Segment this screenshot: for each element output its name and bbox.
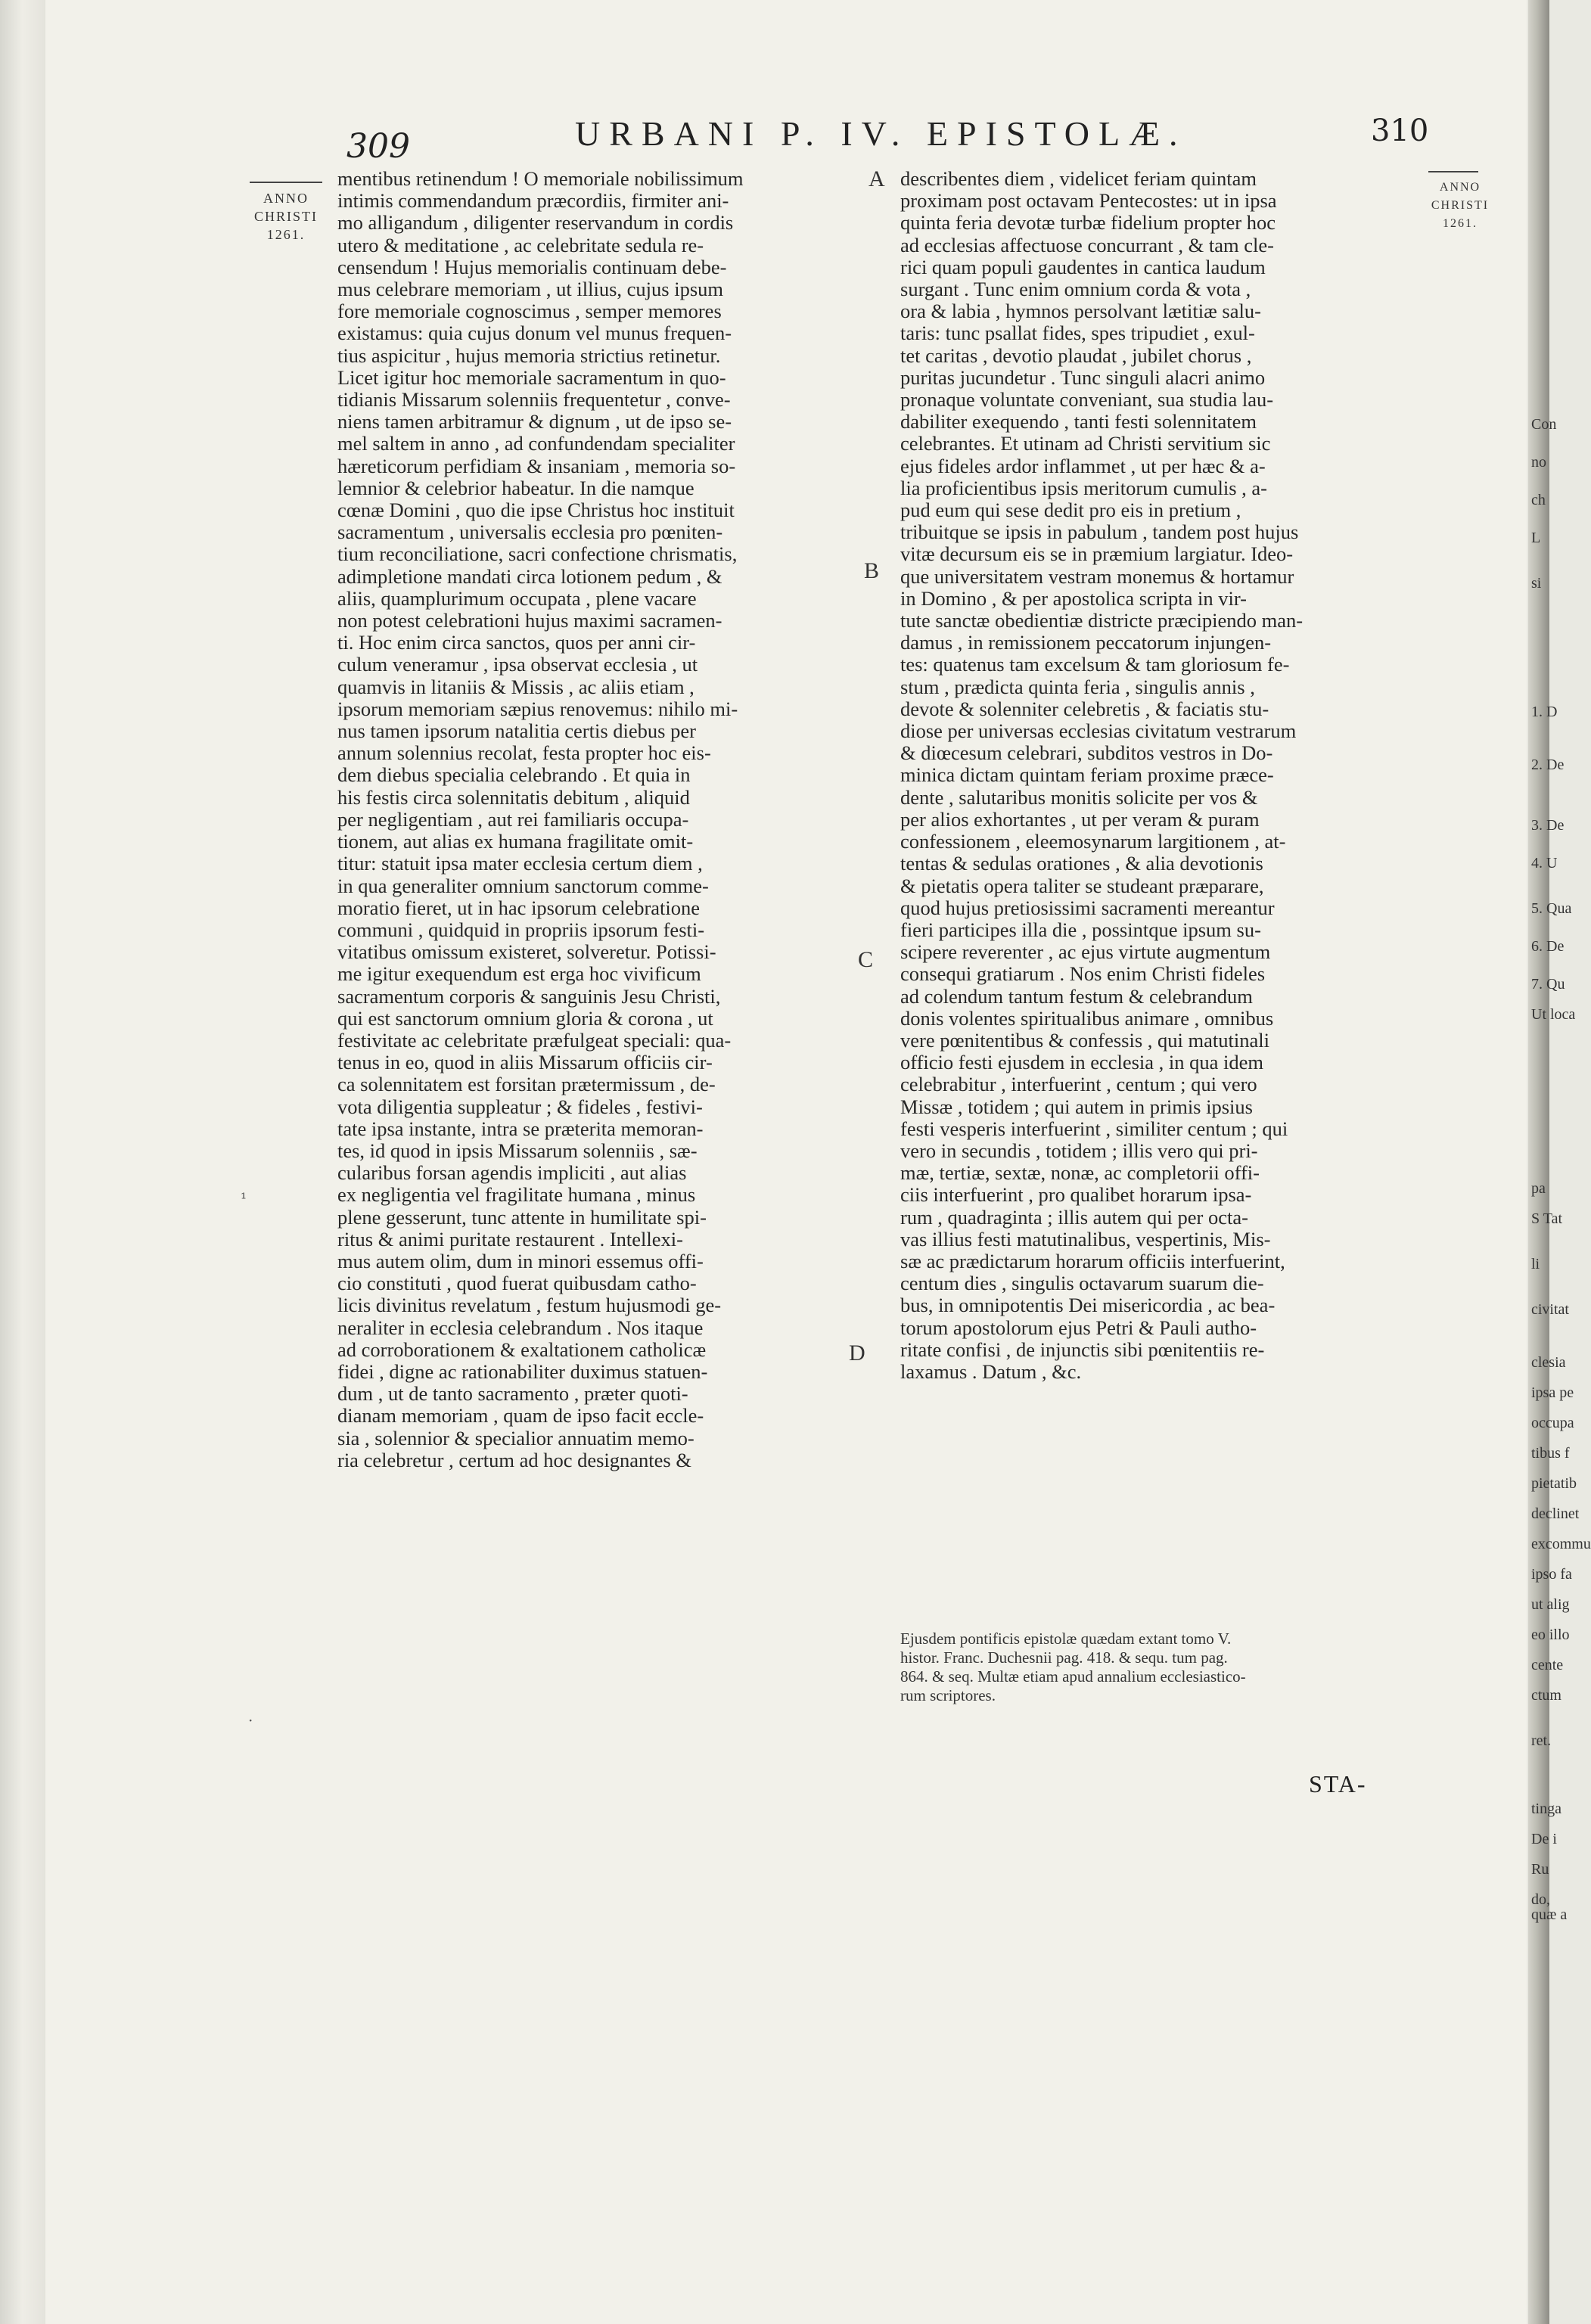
text-line: tius aspicitur , hujus memoria strictius retinetur. bbox=[337, 343, 721, 367]
right-margin-note bbox=[1422, 179, 1498, 233]
margin-note-line: ANNO bbox=[263, 191, 309, 206]
text-line: sia , solennior & specialior annuatim memo- bbox=[337, 1426, 695, 1449]
next-page-fragment: si bbox=[1531, 575, 1542, 592]
text-line: rum , quadraginta ; illis autem qui per octa- bbox=[900, 1205, 1248, 1229]
text-line: his festis circa solennitatis debitum , aliquid bbox=[337, 785, 690, 809]
next-page-fragment: 4. U bbox=[1531, 855, 1558, 872]
next-page-fragment: 6. De bbox=[1531, 938, 1565, 955]
text-line: per alios exhortantes , ut per veram & puram bbox=[900, 807, 1260, 831]
text-line: existamus: quia cujus donum vel munus frequen- bbox=[337, 322, 732, 345]
next-page-fragment: excommu bbox=[1531, 1536, 1591, 1552]
text-line: adimpletione mandati circa lotionem pedum , & bbox=[337, 564, 722, 588]
text-line: mus autem olim, dum in minori essemus offi- bbox=[337, 1249, 704, 1272]
text-line: tet caritas , devotio plaudat , jubilet chorus , bbox=[900, 343, 1252, 367]
text-line: rici quam populi gaudentes in cantica laudum bbox=[900, 255, 1266, 278]
next-page-fragment: ctum bbox=[1531, 1687, 1561, 1704]
text-line: sacramentum corporis & sanguinis Jesu Christi, bbox=[337, 984, 721, 1008]
left-margin-note bbox=[241, 189, 331, 244]
text-line: ritate confisi , de injunctis sibi pœnitentiis re- bbox=[900, 1338, 1265, 1361]
next-page-fragment: 2. De bbox=[1531, 757, 1565, 773]
page-header bbox=[0, 113, 1549, 166]
next-page-fragment: clesia bbox=[1531, 1354, 1566, 1371]
text-line: sæ ac prædictarum horarum officiis interfuerint, bbox=[900, 1249, 1285, 1272]
text-line: celebrabitur , interfuerint , centum ; qui vero bbox=[900, 1073, 1257, 1096]
text-line: ti. Hoc enim circa sanctos, quos per anni cir- bbox=[337, 631, 696, 654]
text-line: ad corroborationem & exaltationem catholicæ bbox=[337, 1338, 707, 1361]
text-line: aliis, quamplurimum occupata , plene vacare bbox=[337, 586, 697, 610]
text-line: minica dictam quintam feriam proxime præce- bbox=[900, 763, 1274, 787]
text-line: cularibus forsan agendis impliciti , aut alias bbox=[337, 1161, 687, 1185]
text-line: mus celebrare memoriam , ut illius, cujus ipsum bbox=[337, 278, 724, 301]
left-page-gutter bbox=[0, 0, 45, 2324]
text-line: non potest celebrationi hujus maximi sacramen- bbox=[337, 609, 722, 632]
text-line: annum solennius recolat, festa propter hoc eis- bbox=[337, 741, 711, 765]
text-line: communi , quidquid in propriis ipsorum festi- bbox=[337, 918, 705, 941]
text-line: tribuitque se ipsis in pabulum , tandem post hujus bbox=[900, 520, 1299, 544]
margin-note-line: 1261. bbox=[266, 227, 306, 242]
text-line: diose per universas ecclesias civitatum vestrarum bbox=[900, 719, 1297, 743]
text-line: mentibus retinendum ! O memoriale nobilissimum bbox=[337, 167, 744, 190]
text-line: quod hujus pretiosissimi sacramenti mereantur bbox=[900, 896, 1275, 919]
text-line: ejus fideles ardor inflammet , ut per hæc & a- bbox=[900, 454, 1266, 477]
text-line: dianam memoriam , quam de ipso facit eccle- bbox=[337, 1404, 704, 1428]
text-line: festi vesperis interfuerint , similiter centum ; qui bbox=[900, 1117, 1288, 1140]
margin-note-line: CHRISTI bbox=[1431, 199, 1490, 212]
text-line: taris: tunc psallat fides, spes tripudiet , exul- bbox=[900, 322, 1255, 345]
margin-note-line: ANNO bbox=[1439, 181, 1481, 194]
next-page-fragment: pietatib bbox=[1531, 1475, 1577, 1492]
text-line: ritus & animi puritate restaurent . Intellexi- bbox=[337, 1227, 683, 1251]
next-page-fragment: ipso fa bbox=[1531, 1566, 1572, 1583]
text-line: ex negligentia vel fragilitate humana , minus bbox=[337, 1183, 696, 1207]
text-line: utero & meditatione , ac celebritate sedula re- bbox=[337, 233, 704, 256]
text-line: tes: quatenus tam excelsum & tam gloriosum fe- bbox=[900, 653, 1290, 676]
text-line: scipere reverenter , ac ejus virtute augmentum bbox=[900, 940, 1271, 964]
text-line: vere pœnitentibus & confessis , qui matutinali bbox=[900, 1028, 1269, 1052]
next-page-fragment: S Tat bbox=[1531, 1210, 1563, 1227]
text-line: officio festi ejusdem in ecclesia , in qua idem bbox=[900, 1051, 1264, 1074]
text-line: donis volentes spiritualibus animare , omnibus bbox=[900, 1006, 1274, 1030]
text-line: 864. & seq. Multæ etiam apud annalium ecclesiastico- bbox=[900, 1667, 1246, 1686]
text-line: devote & solenniter celebretis , & faciatis stu- bbox=[900, 697, 1269, 720]
text-line: vero in secundis , totidem ; illis vero qui pri- bbox=[900, 1139, 1258, 1162]
text-line: tentas & sedulas orationes , & alia devotionis bbox=[900, 852, 1263, 875]
next-page-fragment: do, bbox=[1531, 1891, 1550, 1908]
next-page-fragment: occupa bbox=[1531, 1415, 1574, 1431]
text-line: dem diebus specialia celebrando . Et quia in bbox=[337, 763, 691, 787]
next-page-edge bbox=[1531, 0, 1591, 2324]
margin-note-line: CHRISTI bbox=[253, 209, 318, 224]
text-line: intimis commendandum præcordiis, firmiter ani- bbox=[337, 189, 729, 213]
text-line: niens tamen arbitramur & dignum , ut de ipso se- bbox=[337, 410, 732, 433]
text-line: censendum ! Hujus memorialis continuam debe- bbox=[337, 255, 727, 278]
text-line: in Domino , & per apostolica scripta in vir- bbox=[900, 586, 1247, 610]
text-line: surgant . Tunc enim omnium corda & vota , bbox=[900, 278, 1251, 301]
text-line: dente , salutaribus monitis solicite per vos & bbox=[900, 785, 1258, 809]
text-line: celebrantes. Et utinam ad Christi servitium sic bbox=[900, 432, 1271, 455]
text-line: dabiliter exequendo , tanti festi solennitatem bbox=[900, 410, 1257, 433]
next-page-fragment: Con bbox=[1531, 416, 1557, 433]
text-line: que universitatem vestram monemus & hortamur bbox=[900, 564, 1294, 588]
text-line: fieri participes illa die , possintque ipsum su- bbox=[900, 918, 1261, 941]
next-page-fragment: li bbox=[1531, 1256, 1540, 1272]
text-line: ria celebretur , certum ad hoc designantes & bbox=[337, 1448, 691, 1471]
section-marker-b: B bbox=[864, 558, 880, 583]
next-page-fragment: tinga bbox=[1531, 1800, 1561, 1817]
text-line: quamvis in litaniis & Missis , ac aliis etiam , bbox=[337, 675, 695, 698]
text-line: neraliter in ecclesia celebrandum . Nos itaque bbox=[337, 1316, 704, 1339]
text-line: vota diligentia suppleatur ; & fideles , festivi- bbox=[337, 1095, 703, 1118]
left-margin-rule bbox=[250, 182, 322, 183]
text-line: pronaque voluntate conveniant, sua studia lau- bbox=[900, 388, 1274, 412]
text-line: sacramentum , universalis ecclesia pro pœniten- bbox=[337, 520, 723, 544]
text-line: licis divinitus revelatum , festum hujusmodi ge- bbox=[337, 1294, 722, 1317]
text-line: per negligentiam , aut rei familiaris occupa- bbox=[337, 807, 689, 831]
next-page-fragment: cente bbox=[1531, 1657, 1564, 1673]
text-line: nus tamen ipsorum natalitia certis diebus per bbox=[337, 719, 696, 743]
left-text-column bbox=[337, 168, 849, 1471]
text-line: & diœcesum celebrari, subditos vestros in Do- bbox=[900, 741, 1273, 765]
right-text-column bbox=[900, 168, 1430, 1383]
right-margin-rule bbox=[1428, 171, 1478, 172]
next-page-fragment: 5. Qua bbox=[1531, 900, 1572, 917]
text-line: ad colendum tantum festum & celebrandum bbox=[900, 984, 1253, 1008]
text-line: ciis interfuerint , pro qualibet horarum ipsa- bbox=[900, 1183, 1252, 1207]
footnote bbox=[900, 1630, 1415, 1705]
next-page-fragment: quæ a bbox=[1531, 1906, 1568, 1923]
text-line: ora & labia , hymnos persolvant lætitiæ salu- bbox=[900, 300, 1261, 323]
running-title: URBANI P. IV. EPISTOLÆ. bbox=[575, 114, 1187, 153]
text-line: tidianis Missarum solenniis frequentetur , conve- bbox=[337, 388, 731, 412]
text-line: festivitate ac celebritate præfulgeat speciali: qua- bbox=[337, 1028, 732, 1052]
text-line: histor. Franc. Duchesnii pag. 418. & sequ. tum pag. bbox=[900, 1648, 1228, 1667]
text-line: stum , prædicta quinta feria , singulis annis , bbox=[900, 675, 1255, 698]
text-line: fidei , digne ac rationabiliter duximus statuen- bbox=[337, 1359, 708, 1383]
text-line: vitæ decursum eis se in præmium largiatur. Ideo- bbox=[900, 542, 1294, 566]
text-line: bus, in omnipotentis Dei misericordia , ac bea- bbox=[900, 1294, 1276, 1317]
next-page-fragment: tibus f bbox=[1531, 1445, 1570, 1462]
next-page-fragment: Ut loca bbox=[1531, 1006, 1576, 1023]
text-line: tionem, aut alias ex humana fragilitate omit- bbox=[337, 830, 694, 853]
text-line: laxamus . Datum , &c. bbox=[900, 1359, 1082, 1383]
text-line: ipsorum memoriam sæpius renovemus: nihilo mi- bbox=[337, 697, 738, 720]
text-line: plene gesserunt, tunc attente in humilitate spi- bbox=[337, 1205, 707, 1229]
text-line: cio constituti , quod fuerat quibusdam catho- bbox=[337, 1272, 697, 1295]
text-line: & pietatis opera taliter se studeant præparare, bbox=[900, 874, 1264, 897]
text-line: tenus in eo, quod in aliis Missarum officiis cir- bbox=[337, 1051, 713, 1074]
text-line: mel saltem in anno , ad confundendam specialiter bbox=[337, 432, 735, 455]
text-line: tium reconciliatione, sacri confectione chrismatis, bbox=[337, 542, 738, 566]
text-line: me igitur exequendum est erga hoc vivificum bbox=[337, 962, 701, 986]
text-line: lemnior & celebrior habeatur. In die namque bbox=[337, 476, 695, 499]
text-line: quinta feria devotæ turbæ fidelium propter hoc bbox=[900, 211, 1276, 235]
next-page-fragment: 3. De bbox=[1531, 817, 1565, 834]
section-marker-a: A bbox=[869, 166, 885, 191]
text-line: proximam post octavam Pentecostes: ut in ipsa bbox=[900, 189, 1277, 213]
text-line: ca solennitatem est forsitan prætermissum , de- bbox=[337, 1073, 716, 1096]
text-line: mæ, tertiæ, sextæ, nonæ, ac completorii offi- bbox=[900, 1161, 1260, 1185]
text-line: pud eum qui sese dedit pro eis in pretium , bbox=[900, 499, 1241, 522]
next-page-fragment: ut alig bbox=[1531, 1596, 1570, 1613]
next-page-fragment: L bbox=[1531, 530, 1541, 546]
text-line: confessionem , eleemosynarum largitionem , at- bbox=[900, 830, 1286, 853]
section-marker-c: C bbox=[858, 947, 874, 972]
next-page-fragment: 7. Qu bbox=[1531, 976, 1565, 993]
catchword: STA- bbox=[1309, 1770, 1367, 1797]
margin-mark: · bbox=[248, 1711, 253, 1729]
text-line: moratio fieret, ut in hac ipsorum celebratione bbox=[337, 896, 701, 919]
text-line: Ejusdem pontificis epistolæ quædam extant tomo V. bbox=[900, 1630, 1232, 1648]
text-line: qui est sanctorum omnium gloria & corona , ut bbox=[337, 1006, 713, 1030]
text-line: mo alligandum , diligenter reservandum in cordis bbox=[337, 211, 734, 235]
next-page-fragment: eo illo bbox=[1531, 1626, 1570, 1643]
text-line: rum scriptores. bbox=[900, 1686, 996, 1704]
next-page-fragment: civitat bbox=[1531, 1301, 1569, 1318]
text-line: dum , ut de tanto sacramento , præter quoti- bbox=[337, 1382, 688, 1406]
text-line: Licet igitur hoc memoriale sacramentum in quo- bbox=[337, 365, 726, 389]
next-page-fragment: Ru bbox=[1531, 1861, 1549, 1878]
next-page-fragment: ipsa pe bbox=[1531, 1384, 1574, 1401]
text-line: damus , in remissionem peccatorum injungen- bbox=[900, 631, 1272, 654]
text-line: describentes diem , videlicet feriam quintam bbox=[900, 167, 1257, 190]
text-line: cœnæ Domini , quo die ipse Christus hoc instituit bbox=[337, 499, 735, 522]
text-line: hæreticorum perfidiam & insaniam , memoria so- bbox=[337, 454, 736, 477]
text-line: vas illius festi matutinalibus, vespertinis, Mis- bbox=[900, 1227, 1271, 1251]
right-page-number: 310 bbox=[1371, 113, 1429, 148]
section-marker-d: D bbox=[849, 1341, 865, 1366]
text-line: lia proficientibus ipsis meritorum cumulis , a- bbox=[900, 476, 1268, 499]
next-page-fragment: ch bbox=[1531, 492, 1546, 508]
left-page-number: 309 bbox=[346, 127, 410, 166]
text-line: titur: statuit ipsa mater ecclesia certum diem , bbox=[337, 852, 703, 875]
next-page-fragment: De i bbox=[1531, 1831, 1557, 1847]
margin-note-line: 1261. bbox=[1443, 217, 1478, 230]
text-line: centum dies , singulis octavarum suarum die- bbox=[900, 1272, 1264, 1295]
text-line: Missæ , totidem ; qui autem in primis ipsius bbox=[900, 1095, 1253, 1118]
text-line: fore memoriale cognoscimus , semper memores bbox=[337, 300, 722, 323]
text-line: consequi gratiarum . Nos enim Christi fideles bbox=[900, 962, 1266, 986]
next-page-fragment: pa bbox=[1531, 1180, 1546, 1197]
text-line: ad ecclesias affectuose concurrant , & tam cle- bbox=[900, 233, 1274, 256]
text-line: puritas jucundetur . Tunc singuli alacri animo bbox=[900, 365, 1266, 389]
text-line: in qua generaliter omnium sanctorum comme- bbox=[337, 874, 709, 897]
text-line: torum apostolorum ejus Petri & Pauli autho- bbox=[900, 1316, 1257, 1339]
text-line: culum veneramur , ipsa observat ecclesia , ut bbox=[337, 653, 698, 676]
text-line: tes, id quod in ipsis Missarum solenniis , sæ- bbox=[337, 1139, 698, 1162]
next-page-fragment: 1. D bbox=[1531, 704, 1558, 720]
text-line: tate ipsa instante, intra se præterita memoran- bbox=[337, 1117, 704, 1140]
text-line: tute sanctæ obedientiæ districte præcipiendo man- bbox=[900, 609, 1304, 632]
margin-mark: ¹ bbox=[241, 1189, 247, 1207]
next-page-fragment: declinet bbox=[1531, 1505, 1580, 1522]
next-page-fragment: ret. bbox=[1531, 1732, 1552, 1749]
next-page-fragment: no bbox=[1531, 454, 1546, 471]
text-line: vitatibus omissum existeret, solveretur. Potissi- bbox=[337, 940, 716, 964]
